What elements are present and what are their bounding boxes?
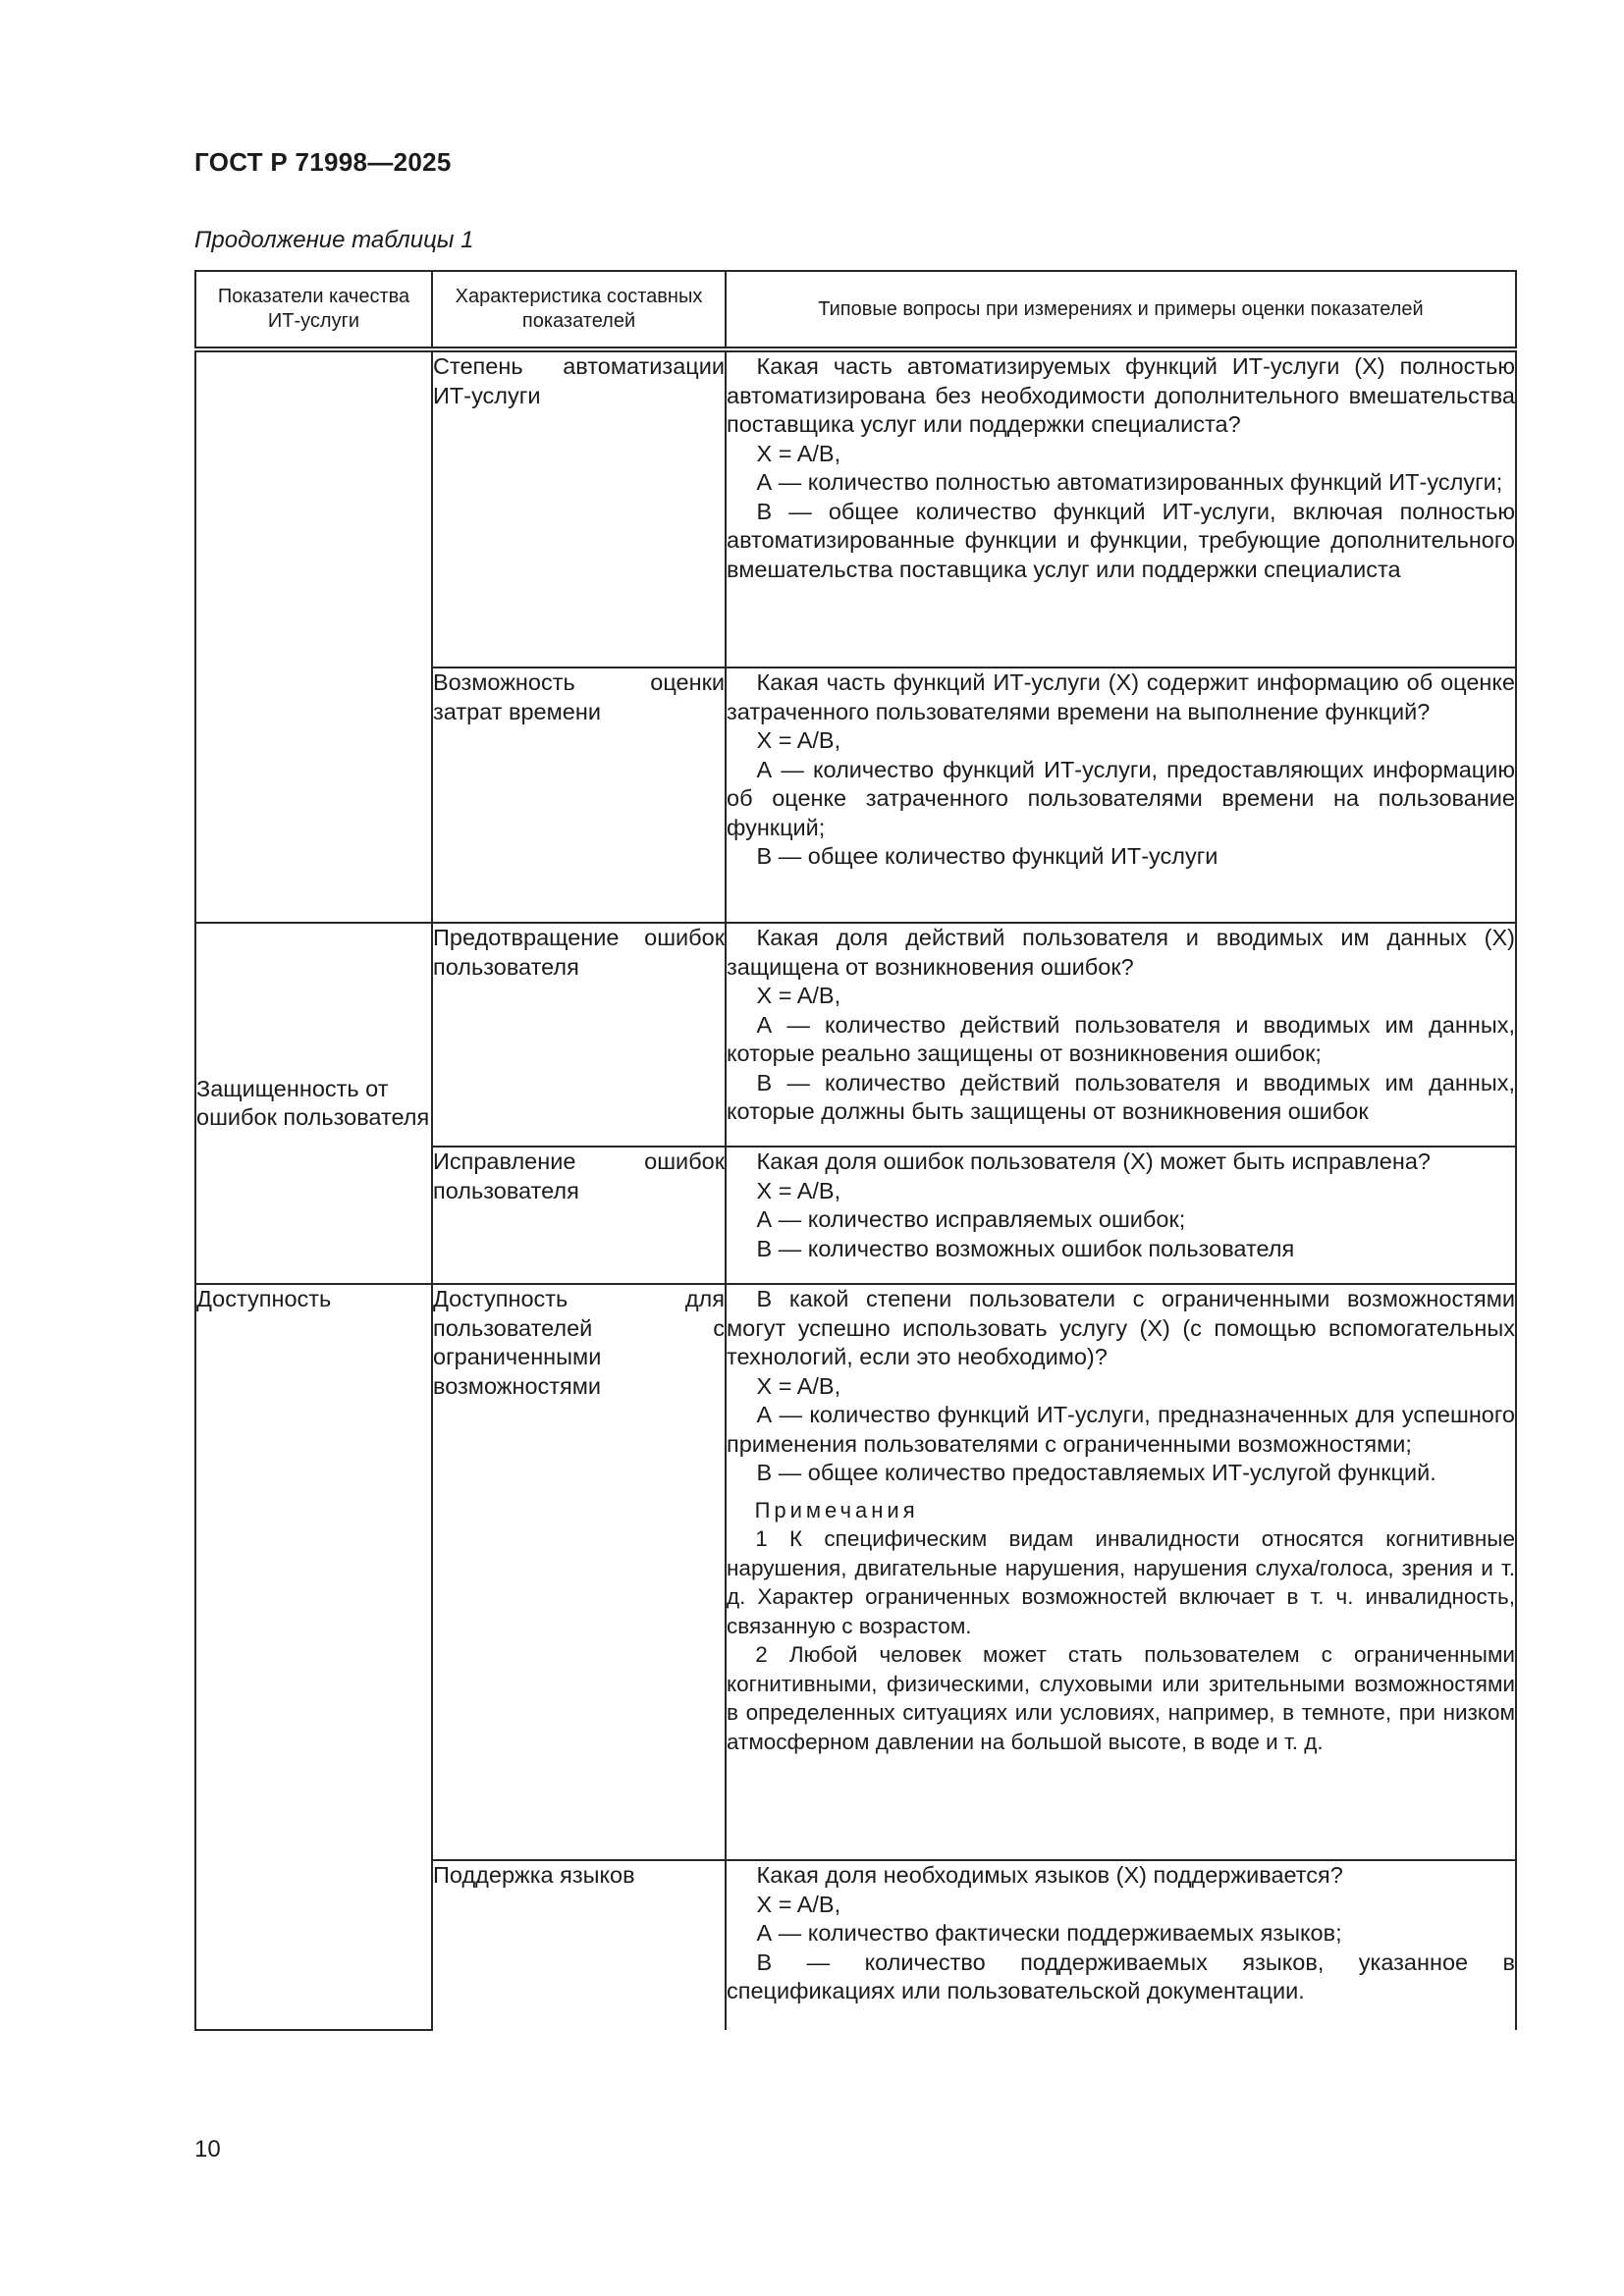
header-characteristic: Характеристика составных показателей: [432, 271, 726, 349]
formula-text: X = A/B,: [756, 1891, 841, 1917]
document-title: ГОСТ Р 71998—2025: [194, 147, 452, 177]
formula-text: X = A/B,: [756, 1372, 841, 1399]
question-cell: [726, 1147, 1516, 1284]
indicator-text: Защищенность от ошибок пользователя: [196, 1075, 430, 1130]
question-cell: [726, 1284, 1516, 1860]
notes-heading: Примечания: [754, 1497, 919, 1522]
question-cell: [726, 923, 1516, 1147]
header-questions: Типовые вопросы при измерениях и примеры оценки показателей: [726, 271, 1516, 349]
b-definition: В — общее количество предоставляемых ИТ-услугой функций.: [756, 1460, 1436, 1485]
a-definition: А — количество полностью автоматизированных функций ИТ-услуги;: [756, 469, 1503, 495]
question-text: Какая доля действий пользователя и вводимых им данных (X) защищена от возникновения ошибок?: [727, 925, 1515, 980]
a-definition: А — количество функций ИТ-услуги, предоставляющих информацию об оценке затраченного пользователями времени на пользование функций;: [727, 756, 1515, 840]
formula-text: X = A/B,: [756, 440, 841, 466]
characteristic-cell: [432, 1147, 726, 1284]
question-cell: [726, 1860, 1516, 2030]
table-row: [195, 923, 1516, 1147]
characteristic-cell: [432, 1284, 726, 1860]
indicator-cell: [195, 1284, 432, 2030]
a-definition: А — количество действий пользователя и вводимых им данных, которые реально защищены от возникновения ошибок;: [727, 1011, 1515, 1066]
question-text: Какая часть автоматизируемых функций ИТ-услуги (X) полностью автоматизирована без необходимости дополнительного вмешательства поставщика услуг или поддержки специалиста?: [727, 353, 1515, 437]
page-number: 10: [194, 2136, 221, 2163]
characteristic-text: Исправление ошибок пользователя: [433, 1148, 725, 1203]
table-header-row: [195, 271, 1516, 349]
note-2: 2 Любой человек может стать пользователем с ограниченными когнитивными, физическими, слуховыми или зрительными возможностями в определенных ситуациях или условиях, например, в темноте, при низком атмосферном давлении на большой высоте, в воде и т. д.: [727, 1642, 1515, 1754]
b-definition: В — количество поддерживаемых языков, указанное в спецификациях или пользовательской документации.: [727, 1949, 1515, 2003]
formula-text: X = A/B,: [756, 1177, 841, 1203]
characteristic-text: Степень автоматизации ИТ-услуги: [433, 353, 725, 408]
formula-text: X = A/B,: [756, 983, 841, 1008]
table-caption: Продолжение таблицы 1: [194, 227, 474, 253]
quality-indicators-table: [194, 270, 1517, 2031]
question-text: Какая часть функций ИТ-услуги (X) содержит информацию об оценке затраченного пользователями времени на выполнение функций?: [727, 669, 1515, 724]
b-definition: В — общее количество функций ИТ-услуги, включая полностью автоматизированные функции и функции, требующие дополнительного вмешательства поставщика услуг или поддержки специалиста: [727, 498, 1515, 582]
characteristic-text: Поддержка языков: [433, 1862, 635, 1888]
question-cell: [726, 667, 1516, 923]
b-definition: В — количество возможных ошибок пользователя: [756, 1235, 1295, 1261]
header-indicators: Показатели качества ИТ-услуги: [195, 271, 432, 349]
indicator-cell: [195, 923, 432, 1284]
b-definition: В — количество действий пользователя и вводимых им данных, которые должны быть защищены от возникновения ошибок: [727, 1069, 1515, 1124]
table-row: [195, 1284, 1516, 1860]
question-text: В какой степени пользователи с ограниченными возможностями могут успешно использовать услугу (X) (с помощью вспомогательных технологий, если это необходимо)?: [727, 1286, 1515, 1369]
table-row: [195, 349, 1516, 667]
question-cell: [726, 349, 1516, 667]
b-definition: В — общее количество функций ИТ-услуги: [756, 843, 1218, 869]
characteristic-cell: [432, 667, 726, 923]
indicator-cell: [195, 349, 432, 923]
a-definition: А — количество исправляемых ошибок;: [756, 1206, 1186, 1232]
formula-text: X = A/B,: [756, 727, 841, 753]
indicator-text: Доступность: [196, 1286, 332, 1311]
characteristic-text: Предотвращение ошибок пользователя: [433, 925, 725, 980]
characteristic-cell: [432, 923, 726, 1147]
note-1: 1 К специфическим видам инвалидности относятся когнитивные нарушения, двигательные нарушения, нарушения слуха/голоса, зрения и т. д. Характер ограниченных возможностей включает в т. ч. инвалидность, связанную с возрастом.: [727, 1526, 1515, 1638]
question-text: Какая доля ошибок пользователя (X) может быть исправлена?: [756, 1148, 1431, 1174]
characteristic-cell: [432, 1860, 726, 2030]
a-definition: А — количество функций ИТ-услуги, предназначенных для успешного применения пользователями с ограниченными возможностями;: [727, 1402, 1515, 1457]
question-text: Какая доля необходимых языков (X) поддерживается?: [756, 1862, 1343, 1888]
characteristic-text: Возможность оценки затрат времени: [433, 669, 725, 724]
characteristic-cell: [432, 349, 726, 667]
a-definition: А — количество фактически поддерживаемых языков;: [756, 1920, 1342, 1946]
characteristic-text: Доступность для пользователей с ограниченными возможностями: [433, 1286, 725, 1399]
